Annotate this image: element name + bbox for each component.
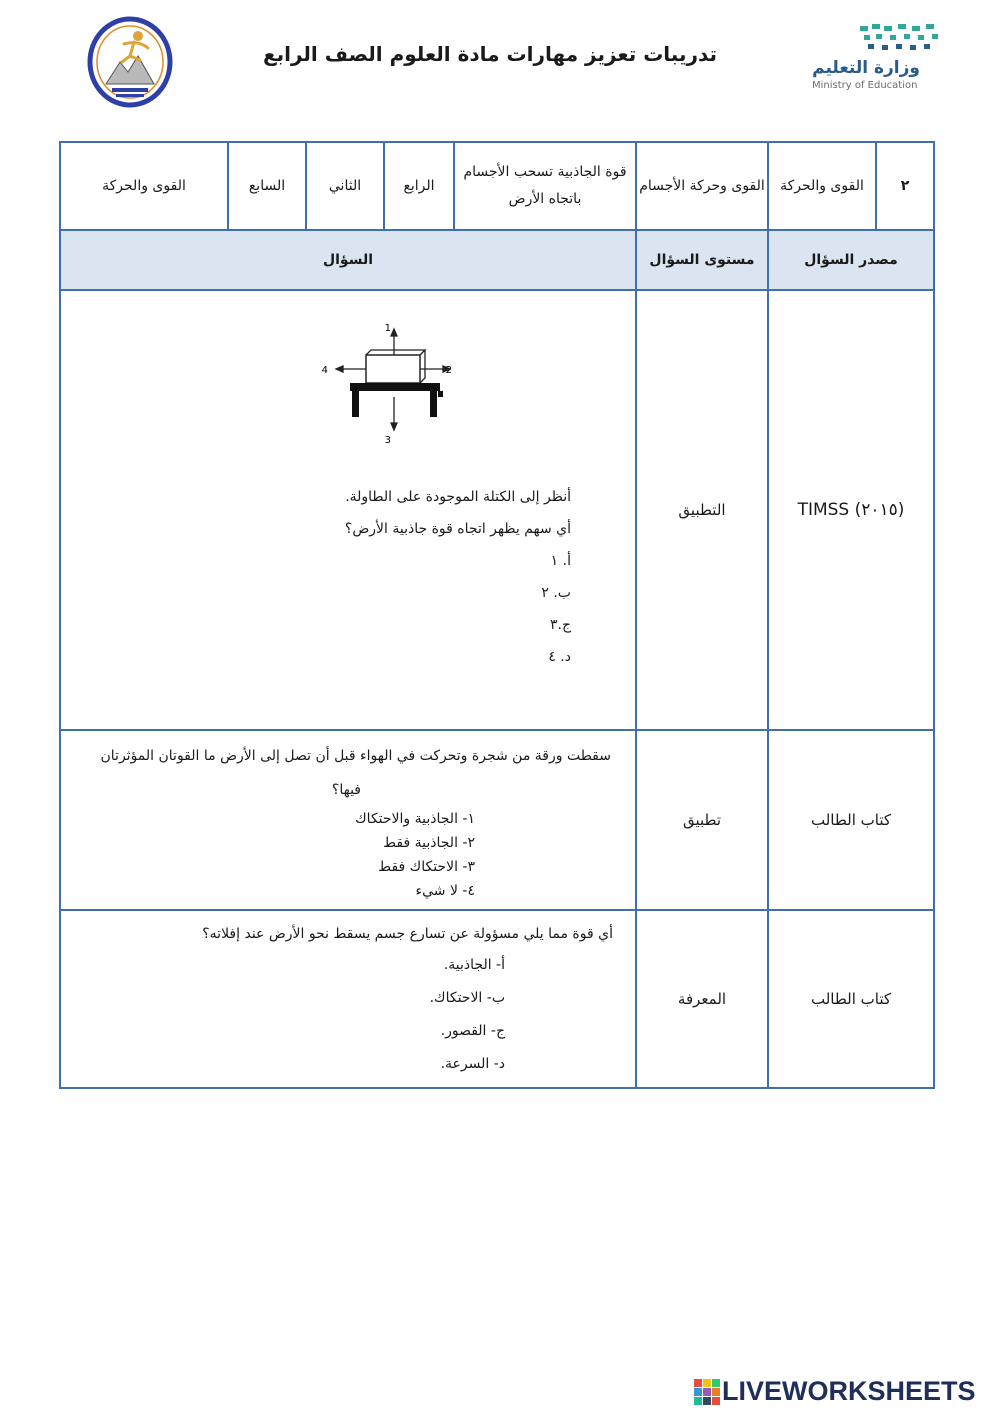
ministry-logo — [800, 18, 960, 98]
force-arrows-diagram — [306, 319, 476, 449]
questions-table — [59, 141, 935, 1089]
topic-name: قوة الجاذبية تسحب الأجسام باتجاه الأرض — [454, 142, 636, 230]
question-column-header: السؤال — [60, 230, 636, 290]
answer-option: د- السرعة. — [440, 1056, 505, 1072]
question-line: سقطت ورقة من شجرة وتحركت في الهواء قبل أن تصل إلى الأرض ما القوتان المؤثرتان — [100, 748, 611, 764]
answer-option: أ- الجاذبية. — [443, 957, 505, 973]
question-line: أنظر إلى الكتلة الموجودة على الطاولة. — [345, 489, 571, 505]
question-source: TIMSS (٢٠١٥) — [768, 290, 934, 730]
ministry-logo-mark-icon — [858, 22, 948, 56]
diagram-label: 1 — [384, 323, 391, 334]
column-header-row — [60, 230, 934, 290]
answer-option: ٣- الاحتكاك فقط — [378, 859, 475, 875]
lesson-info-row — [60, 142, 934, 230]
question-line: أي قوة مما يلي مسؤولة عن تسارع جسم يسقط نحو الأرض عند إفلاته؟ — [202, 926, 613, 942]
question-source: كتاب الطالب — [768, 730, 934, 910]
question-content — [60, 290, 636, 730]
answer-option: ١- الجاذبية والاحتكاك — [355, 811, 475, 827]
answer-option: ب. ٢ — [541, 585, 571, 601]
ministry-name-arabic: وزارة التعليم — [812, 58, 920, 78]
question-text — [345, 481, 571, 673]
question-line: فيها؟ — [331, 782, 361, 798]
answer-option: ج.٣ — [549, 617, 571, 633]
question-level: المعرفة — [636, 910, 768, 1088]
liveworksheets-text: LIVEWORKSHEETS — [722, 1376, 976, 1406]
school-logo-icon — [84, 14, 176, 110]
question-content — [60, 730, 636, 910]
item-number: ٢ — [876, 142, 934, 230]
diagram-label: 2 — [445, 365, 452, 376]
liveworksheets-brand — [694, 1376, 994, 1410]
term: الثاني — [306, 142, 384, 230]
grade: الرابع — [384, 142, 454, 230]
diagram-label: 3 — [384, 435, 391, 446]
week: السابع — [228, 142, 306, 230]
question-level: تطبيق — [636, 730, 768, 910]
source-column-header: مصدر السؤال — [768, 230, 934, 290]
answer-option: أ. ١ — [550, 553, 571, 569]
question-source: كتاب الطالب — [768, 910, 934, 1088]
ministry-name-english: Ministry of Education — [812, 80, 918, 91]
liveworksheets-logo-icon — [694, 1379, 720, 1405]
chapter-name: القوى والحركة — [60, 142, 228, 230]
answer-option: ج- القصور. — [440, 1023, 505, 1039]
lesson-name: القوى وحركة الأجسام — [636, 142, 768, 230]
answer-option: ب- الاحتكاك. — [429, 990, 505, 1006]
unit-name: القوى والحركة — [768, 142, 876, 230]
answer-option: د. ٤ — [548, 649, 571, 665]
question-row — [60, 730, 934, 910]
question-content — [60, 910, 636, 1088]
answer-option: ٤- لا شيء — [415, 883, 475, 899]
question-row — [60, 290, 934, 730]
page-title: تدريبات تعزيز مهارات مادة العلوم الصف الرابع — [262, 42, 718, 66]
question-level: التطبيق — [636, 290, 768, 730]
question-row — [60, 910, 934, 1088]
level-column-header: مستوى السؤال — [636, 230, 768, 290]
answer-option: ٢- الجاذبية فقط — [383, 835, 475, 851]
diagram-label: 4 — [321, 365, 328, 376]
question-line: أي سهم يظهر اتجاه قوة جاذبية الأرض؟ — [344, 521, 571, 537]
